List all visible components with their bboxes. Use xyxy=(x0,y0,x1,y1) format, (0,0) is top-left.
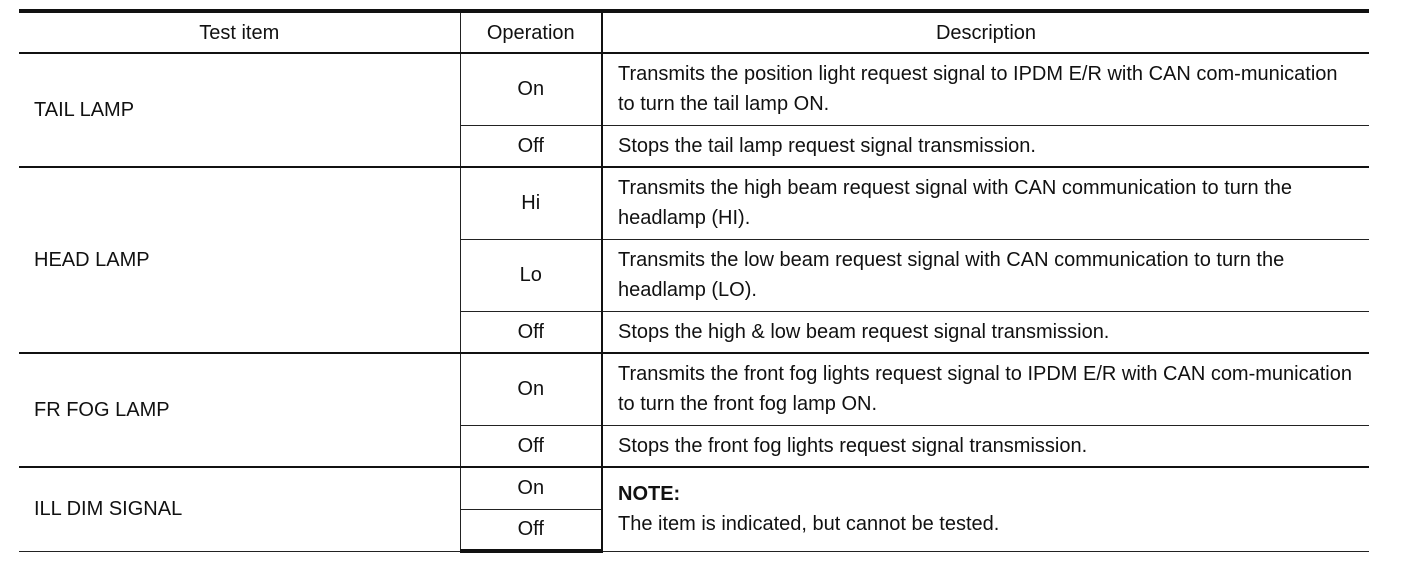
operation-cell: Off xyxy=(460,125,602,167)
operation-cell: On xyxy=(460,353,602,425)
note-cell xyxy=(602,467,1369,551)
description-cell: Transmits the high beam request signal with CAN communication to turn the headlamp (HI). xyxy=(602,167,1369,239)
operation-cell: On xyxy=(460,467,602,509)
test-item-head-lamp: HEAD LAMP xyxy=(19,167,460,353)
operation-cell: Hi xyxy=(460,167,602,239)
operation-cell: Off xyxy=(460,311,602,353)
header-operation: Operation xyxy=(460,11,602,53)
operation-cell: On xyxy=(460,53,602,125)
table-row xyxy=(19,353,1369,425)
header-description: Description xyxy=(602,11,1369,53)
description-cell: Transmits the position light request signal to IPDM E/R with CAN com-munication to turn the tail lamp ON. xyxy=(602,53,1369,125)
description-cell: Stops the front fog lights request signal transmission. xyxy=(602,425,1369,467)
consult-active-test-table xyxy=(19,9,1369,553)
test-item-ill-dim-signal: ILL DIM SIGNAL xyxy=(19,467,460,551)
description-cell: Transmits the front fog lights request signal to IPDM E/R with CAN com-munication to turn the front fog lamp ON. xyxy=(602,353,1369,425)
note-text: The item is indicated, but cannot be tested. xyxy=(618,513,1000,536)
operation-cell: Lo xyxy=(460,239,602,311)
test-item-tail-lamp: TAIL LAMP xyxy=(19,53,460,167)
description-cell: Transmits the low beam request signal with CAN communication to turn the headlamp (LO). xyxy=(602,239,1369,311)
table-row xyxy=(19,53,1369,125)
description-cell: Stops the tail lamp request signal transmission. xyxy=(602,125,1369,167)
description-cell: Stops the high & low beam request signal transmission. xyxy=(602,311,1369,353)
operation-cell: Off xyxy=(460,425,602,467)
test-item-fr-fog-lamp: FR FOG LAMP xyxy=(19,353,460,467)
operation-cell: Off xyxy=(460,509,602,551)
note-title: NOTE: xyxy=(618,483,681,506)
header-test-item: Test item xyxy=(19,11,460,53)
table-row xyxy=(19,167,1369,239)
table-row xyxy=(19,467,1369,509)
table-header-row xyxy=(19,11,1369,53)
